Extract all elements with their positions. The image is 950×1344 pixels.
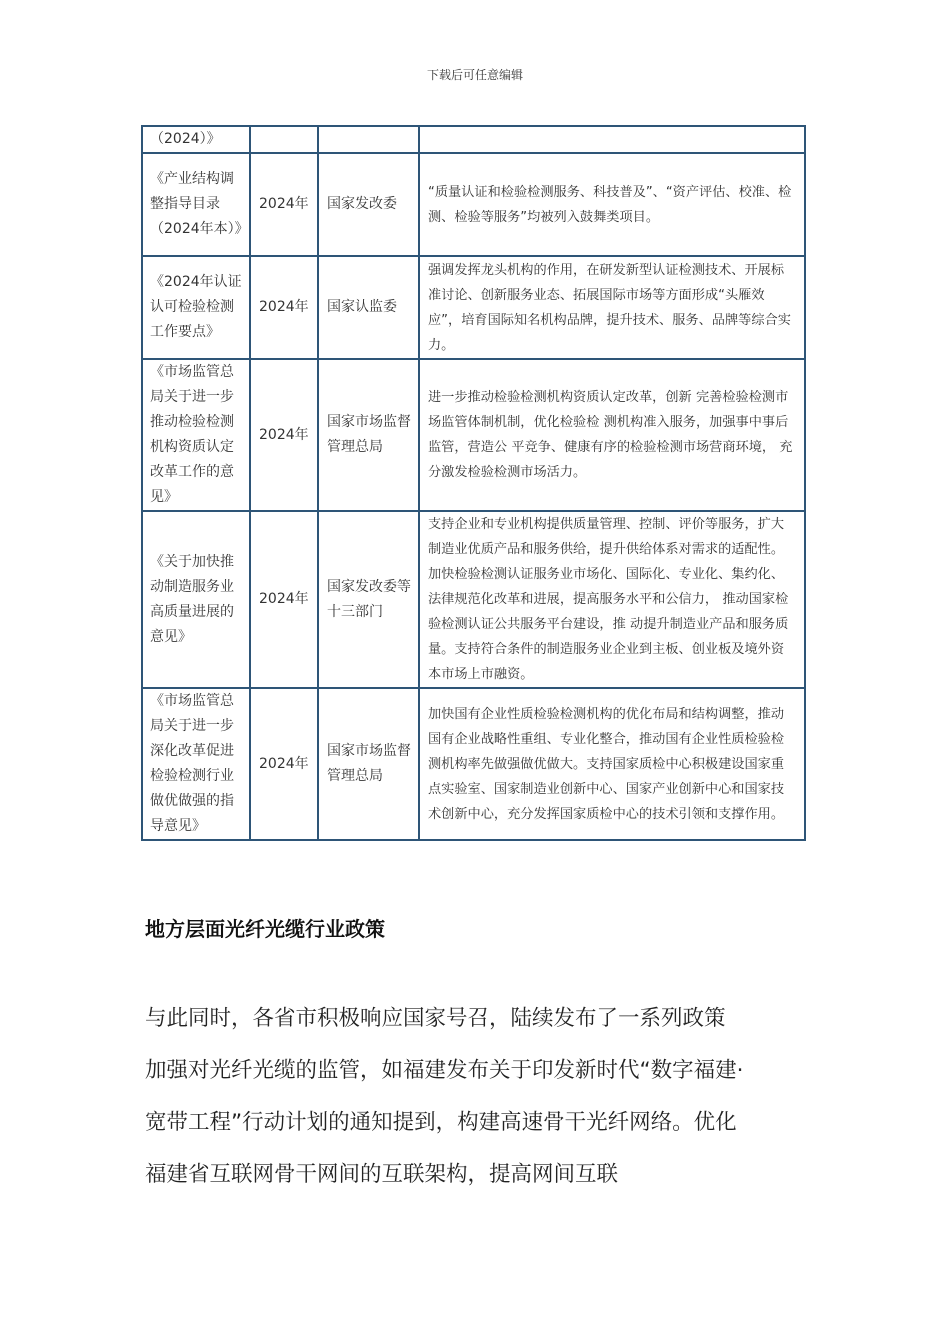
- table-row: [142, 688, 805, 840]
- department-cell: 国家发改委等十三部门: [318, 511, 419, 688]
- content-cell: “质量认证和检验检测服务、科技普及”、“资产评估、校准、检测、检验等服务”均被列入鼓舞类项目。: [419, 153, 805, 256]
- year-cell: 2024年: [250, 688, 318, 840]
- policy-table: [141, 125, 806, 841]
- content-cell: 加快国有企业性质检验检测机构的优化布局和结构调整，推动国有企业战略性重组、专业化整合，推动国有企业性质检验检测机构率先做强做优做大。支持国家质检中心积极建设国家重点实验室、国家制造业创新中心、国家产业创新中心和国家技术创新中心，充分发挥国家质检中心的技术引领和支撑作用。: [419, 688, 805, 840]
- table-row: [142, 359, 805, 511]
- table-row: [142, 126, 805, 153]
- department-cell: [318, 126, 419, 153]
- year-cell: 2024年: [250, 511, 318, 688]
- department-cell: 国家市场监督管理总局: [318, 688, 419, 840]
- policy-name-cell: （2024）》: [142, 126, 250, 153]
- content-cell: 进一步推动检验检测机构资质认定改革，创新 完善检验检测市场监管体制机制，优化检验检 测机构准入服务，加强事中事后监管，营造公 平竞争、健康有序的检验检测市场营商环境， 充分激发检验检测市场活力。: [419, 359, 805, 511]
- table-row: [142, 511, 805, 688]
- year-cell: 2024年: [250, 153, 318, 256]
- body-paragraph: 与此同时，各省市积极响应国家号召，陆续发布了一系列政策加强对光纤光缆的监管，如福建发布关于印发新时代“数字福建·宽带工程”行动计划的通知提到，构建高速骨干光纤网络。优化福建省互联网骨干网间的互联架构，提高网间互联: [145, 1006, 744, 1187]
- policy-name-cell: 《市场监管总局关于进一步推动检验检测机构资质认定改革工作的意见》: [142, 359, 250, 511]
- policy-name-cell: 《产业结构调整指导目录（2024年本）》: [142, 153, 250, 256]
- content-cell: 支持企业和专业机构提供质量管理、控制、评价等服务，扩大制造业优质产品和服务供给，提升供给体系对需求的适配性。加快检验检测认证服务业市场化、国际化、专业化、集约化、 法律规范化改革和进展，提高服务水平和公信力， 推动国家检验检测认证公共服务平台建设，推 动提升制造业产品和服务质量。支持符合条件的制造服务业企业到主板、创业板及境外资本市场上市融资。: [419, 511, 805, 688]
- department-cell: 国家发改委: [318, 153, 419, 256]
- section-heading: 地方层面光纤光缆行业政策: [145, 917, 385, 941]
- table-row: [142, 256, 805, 359]
- content-cell: 强调发挥龙头机构的作用，在研发新型认证检测技术、开展标准讨论、创新服务业态、拓展国际市场等方面形成“头雁效应”，培育国际知名机构品牌，提升技术、服务、品牌等综合实力。: [419, 256, 805, 359]
- department-cell: 国家市场监督管理总局: [318, 359, 419, 511]
- page-header-note: 下载后可任意编辑: [426, 68, 523, 82]
- content-cell: [419, 126, 805, 153]
- year-cell: [250, 126, 318, 153]
- year-cell: 2024年: [250, 359, 318, 511]
- policy-name-cell: 《市场监管总局关于进一步深化改革促进检验检测行业做优做强的指导意见》: [142, 688, 250, 840]
- policy-name-cell: 《关于加快推动制造服务业高质量进展的意见》: [142, 511, 250, 688]
- table-row: [142, 153, 805, 256]
- policy-name-cell: 《2024年认证认可检验检测工作要点》: [142, 256, 250, 359]
- department-cell: 国家认监委: [318, 256, 419, 359]
- year-cell: 2024年: [250, 256, 318, 359]
